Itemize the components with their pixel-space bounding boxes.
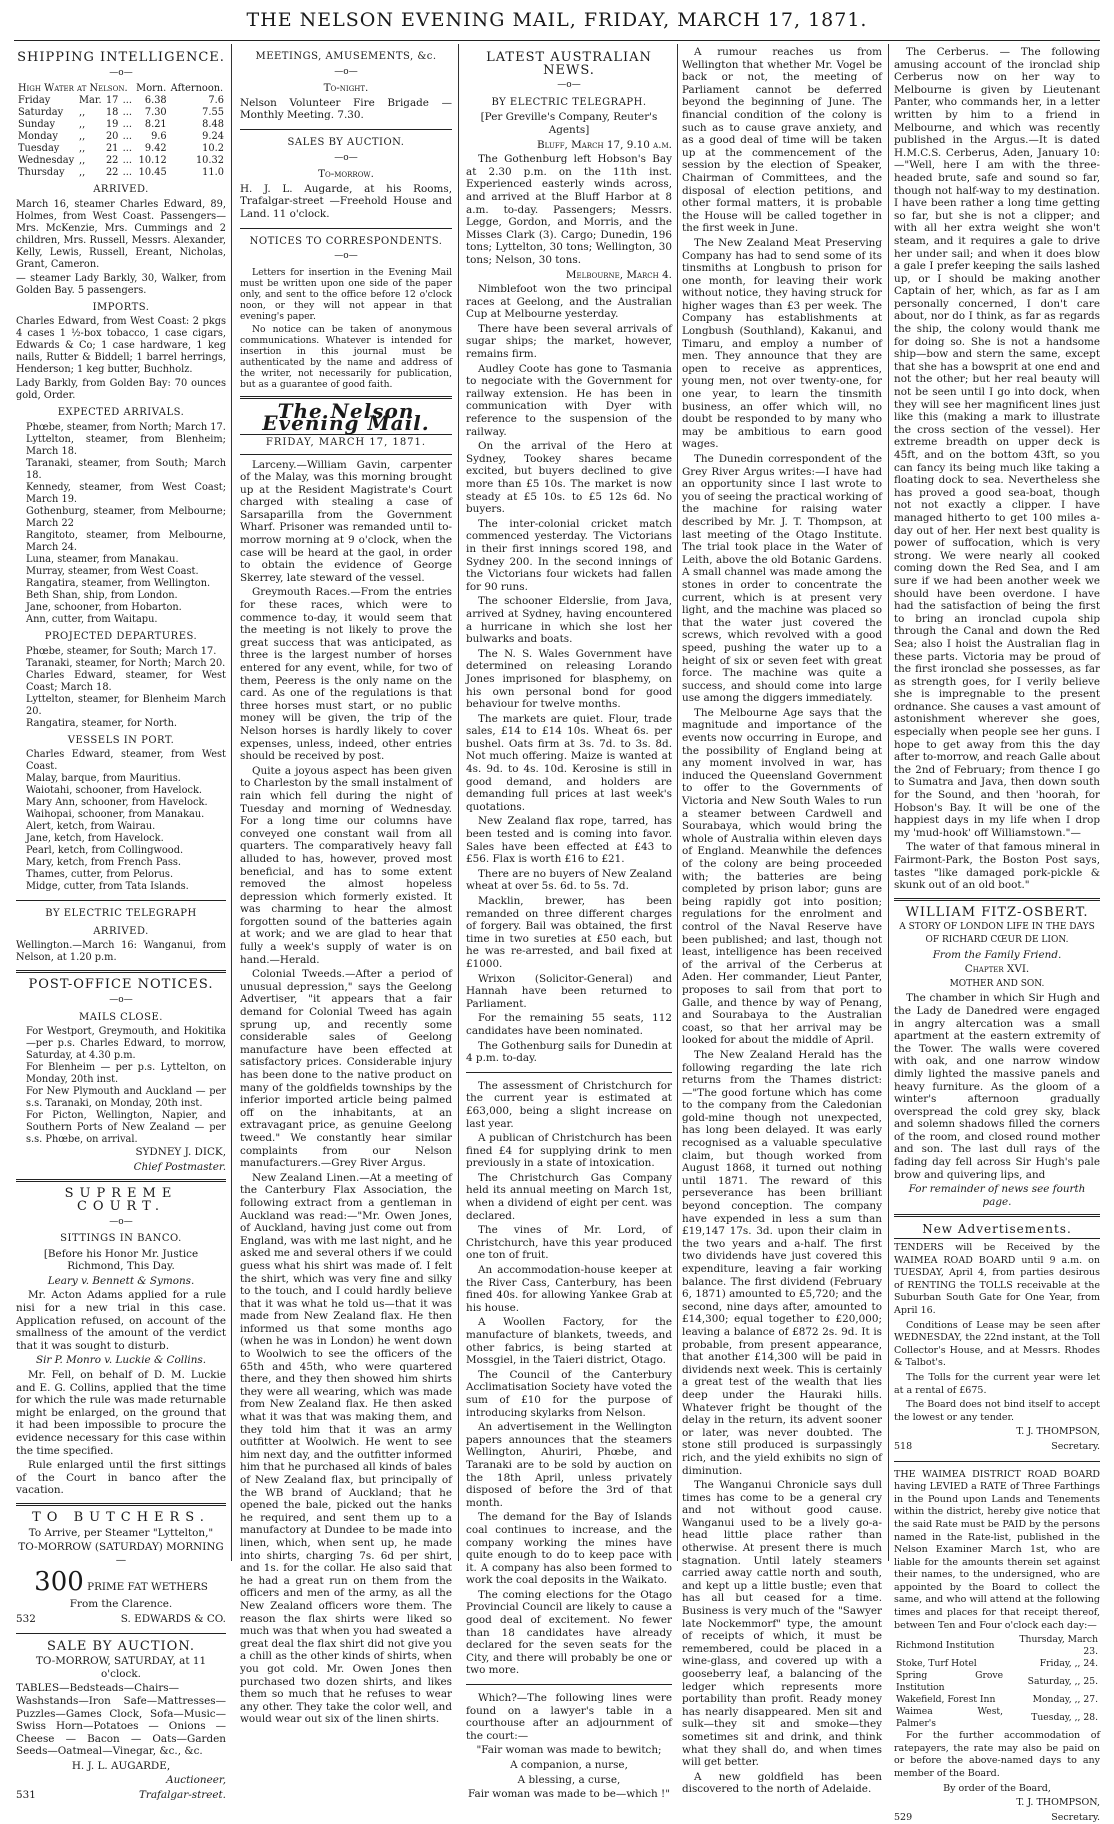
divider xyxy=(16,970,226,973)
paragraph: The Gothenburg left Hobson's Bay at 2.30 p.m. on the 11th inst. Experienced easterly winds across, and arrived at the Bluff Harbor at 8 a.m. to-day. Passengers; Messrs. Legge, Gordon, and Morris, and the Misses Clark (3). Cargo; Dunedin, 196 tons; Lyttelton, 30 tons; Wellington, 30 tons; Nelson, 30 tons. xyxy=(466,153,672,266)
paragraph: Mr. Acton Adams applied for a rule nisi for a new trial in this case. Application refused, on account of the smallness of the amount of the verdict that it was sought to disturb. xyxy=(16,1289,226,1352)
column-2 xyxy=(240,46,452,1726)
ad-number: 529 xyxy=(894,1811,913,1823)
import-entry: Lady Barkly, from Golden Bay: 70 ounces gold, Order. xyxy=(16,378,226,402)
list-item: Waiotahi, schooner, from Havelock. xyxy=(26,785,202,797)
post-title: POST-OFFICE NOTICES. xyxy=(28,977,214,993)
arrived-heading: ARRIVED. xyxy=(93,184,149,196)
ad-number: 518 xyxy=(894,1440,913,1452)
column-rule xyxy=(458,44,459,1561)
sales-heading: SALES BY AUCTION. xyxy=(287,136,405,148)
new-ads-heading: New Advertisements. xyxy=(922,1222,1072,1237)
list-item: Mary Ann, schooner, from Havelock. xyxy=(26,797,208,809)
paragraph: There are no buyers of New Zealand wheat at over 5s. 6d. to 5s. 7d. xyxy=(466,867,672,893)
paragraph: Macklin, brewer, has been remanded on three different charges of forgery. Bail was obtained, the first time in two sureties at £50 each, but he was re-arrested, and bail fixed at £1000. xyxy=(466,895,672,970)
column-rule xyxy=(677,44,678,1561)
dateline: Melbourne, March 4. xyxy=(565,268,672,281)
ad-body: The Board does not bind itself to accept the lowest or any tender. xyxy=(894,1399,1100,1423)
chapter-subtitle: MOTHER AND SON. xyxy=(949,978,1045,989)
divider xyxy=(16,1633,226,1634)
paragraph: An accommodation-house keeper at the River Cass, Canterbury, has been fined 40s. for allowing Yankee Grab at his house. xyxy=(466,1264,672,1314)
mail-entry: For Blenheim — per p.s. Lyttelton, on Monday, 20th inst. xyxy=(26,1062,226,1086)
paragraph: New Zealand Linen.—At a meeting of the Canterbury Flax Association, the following extract from a gentleman in Auckland was read:—"Mr. Owen Jones, of Auckland, having just come out from England, was with me last night, and he asked me and several others if we could guess what his shirt was made of. I felt the shirt, which was very fine and silky to the touch, and I could hardly believe that it was what he told us—that it was made from New Zealand flax. He then informed us that some months ago (when he was in London) he went down to Woolwich to see the officers of the 65th and 45th, who were quartered there, and they then showed him shirts they were all wearing, which was made from New Zealand flax. He then asked what it was that was making them, and they told him that it was an army outfitter at Woolwich. He went to see him next day, and the outfitter informed him that he purchased all kinds of bales of New Zealand flax, but principally of the WB brand of Auckland; that he opened the bale, picked out the hanks he required, and sent them up to a manufactory at Dundee to be made into linen, which, when sent up, he made into shirts, charging 7s. 6d per shirt, and 1s. for the collar. He also said that he had a great run on them from the officers and men of the army, as all the New Zealand officers wore them. The reason the flax shirts were liked so much was that when you had sweated a great deal the flax shirt did not give you a chill as the other kinds of shirts, when you got cold. Mr. Owen Jones then purchased two dozen shirts, and likes them so much that he refuses to wear any other. They take the color well, and would wear out six of the linen shirts. xyxy=(240,1171,452,1726)
verse-line: A companion, a nurse, xyxy=(510,1759,628,1771)
signature: SYDNEY J. DICK, xyxy=(135,1146,226,1159)
paragraph: Which?—The following lines were found on a lawyer's table in a courthouse after an adjournment of the court:— xyxy=(466,1692,672,1742)
court-title: SUPREME COURT. xyxy=(64,1186,178,1214)
divider xyxy=(466,1684,672,1685)
paragraph: On the arrival of the Hero at Sydney, Tookey shares became excited, but buyers declined to give more than £5 10s. The market is now steady at £5 10s. to £5 12s 6d. No buyers. xyxy=(466,440,672,516)
tide-row: Tuesday ,, 21 ... 9.42 10.2 xyxy=(18,143,224,155)
list-item: Phœbe, steamer, for South; March 17. xyxy=(26,645,217,657)
list-item: Phœbe, steamer, from North; March 17. xyxy=(26,421,226,433)
list-item: Murray, steamer, from West Coast. xyxy=(26,565,199,577)
case-title: Sir P. Monro v. Luckie & Collins. xyxy=(35,1354,207,1367)
list-item: Rangatira, steamer, from Wellington. xyxy=(26,577,211,589)
ad-body: The Tolls for the current year were let at a rental of £675. xyxy=(894,1371,1100,1396)
telegraph-heading: BY ELECTRIC TELEGRAPH xyxy=(45,908,197,920)
tide-header: Morn. xyxy=(136,83,167,95)
list-item: Charles Edward, steamer, from West Coast. xyxy=(26,749,226,773)
ad-number: 531 xyxy=(16,1789,36,1802)
issue-date: FRIDAY, MARCH 17, 1871. xyxy=(265,436,427,448)
list-item: Taranaki, steamer, from South; March 18. xyxy=(26,457,226,481)
paragraph: The assessment of Christchurch for the current year is estimated at £63,000, being a slight increase on last year. xyxy=(466,1079,672,1130)
continuation-note: For remainder of news see fourth page. xyxy=(908,1183,1086,1208)
divider xyxy=(894,1461,1100,1462)
paragraph: Nimblefoot won the two principal races at Geelong, and the Australian Cup at Melbourne yesterday. xyxy=(466,283,672,321)
shipping-title: SHIPPING INTELLIGENCE. xyxy=(17,50,225,65)
ad-body: For the further accommodation of ratepayers, the rate may also be paid on or before the above-named days to any member of the Board. xyxy=(894,1730,1100,1780)
arrival-entry: March 16, steamer Charles Edward, 89, Holmes, from West Coast. Passengers—Mrs. McKenzie, Mrs. Cummings and 2 children, Mrs. Russell, Messrs. Alexander, Kelly, Lewis, Russell, Ereant, Nicholas, Grant, Cameron. xyxy=(16,198,226,270)
verse-line: "Fair woman was made to bewitch; xyxy=(476,1744,662,1757)
paragraph: The Christchurch Gas Company held its annual meeting on March 1st, when a dividend of eight per cent. was declared. xyxy=(466,1171,672,1222)
signature-role: Secretary. xyxy=(1051,1811,1100,1823)
subheading: To-night. xyxy=(323,82,369,95)
subheading: To-morrow. xyxy=(318,168,374,181)
signature: T. J. THOMPSON, xyxy=(1016,1426,1100,1438)
ad-line: By order of the Board, xyxy=(943,1782,1051,1794)
divider xyxy=(894,898,1100,901)
ad-line: TO-MORROW (SATURDAY) MORNING— xyxy=(18,1541,224,1566)
paragraph: The Wanganui Chronicle says dull times has come to be a general cry and not without good cause. Wanganui used to be a lively go-a-head little place rather than otherwise. At present there is much stagnation. Until lately steamers carried away cattle north and south, and kept up a little bustle; even that has all but ceased for a time. Business is very much of the "Sawyer late Nockemmorf" type, the amount of receipts of which, it must be remembered, could be placed in a wine-glass, and covered up with a gooseberry leaf, a balancing of the ledger which represents more portability than profit. Ready money has nearly disappeared. Men sit and sulk—they sit and smoke—they sometimes sit and drink, and think what they shall do, and when times will get better. xyxy=(682,1479,882,1769)
paragraph: The New Zealand Herald has the following regarding the late rich returns from the Thames district:—"The good fortune which has come to the company from the Caledonian gold-mine though not unexpected, has long been delayed. It was early recognised as a valuable speculative claim, but though worked from August 1868, it turned out nothing until 1871. The reward of this perseverance has been brilliant beyond conception. The company have expended in less a sum than £19,147 17s. 3d. upon their claim in the two years and a-half. The first two dividends have just covered this expenditure, leaving a fair working balance. The first dividend (February 6, 1871) amounted to £5,720; and the second, nine days after, amounted to £14,300; equal together to £20,000; leaving a balance of £872 2s. 9d. It is probable, from present appearance, that another £14,300 will be paid in dividends next week. This is certainly a great test of the wealth that lies deep under the Hauraki hills. Whatever fright be thought of the delay in the return, its advent sooner or later, was never doubted. The stone still produced is surpassingly rich, and the yield exhibits no sign of diminution. xyxy=(682,1048,882,1477)
table-row: Spring Grove Institution Saturday, ,, 25. xyxy=(896,1670,1098,1694)
signature-role: Auctioneer, xyxy=(166,1774,226,1787)
vessels-heading: VESSELS IN PORT. xyxy=(67,734,175,746)
ad-body: TENDERS will be Received by the WAIMEA ROAD BOARD until 9 a.m. on TUESDAY, April 4, from parties desirous of RENTING the TOLLS receivable at the Suburban South Gate for One Year, from April 16. xyxy=(894,1242,1100,1316)
paragraph: The New Zealand Meat Preserving Company has had to send some of its tinsmiths at Longbush to prison for one month, for leaving their work without notice, they having struck for higher wages than £3 per week. The Company has establishments at Longbush (Southland), Kakanui, and Timaru, and employ a number of men. They announce that they are open to receive as apprentices, young men, not over twenty-one, for one year, to learn the tinsmith business, an offer which will, no doubt be responded to by many who may be ambitious to earn good wages. xyxy=(682,236,882,451)
tide-row: Thursday ,, 22 ... 10.45 11.0 xyxy=(18,167,224,179)
paragraph: The inter-colonial cricket match commenced yesterday. The Victorians in their first innings scored 198, and Sydney 200. In the second innings of the Victorians four wickets had fallen for 90 runs. xyxy=(466,517,672,593)
expected-heading: EXPECTED ARRIVALS. xyxy=(57,407,185,419)
paragraph: Wrixon (Solicitor-General) and Hannah have been returned to Parliament. xyxy=(466,972,672,1010)
court-sub: SITTINGS IN BANCO. xyxy=(60,1233,182,1245)
column-1 xyxy=(16,46,226,1802)
ad-number: 532 xyxy=(16,1612,36,1625)
paragraph: Quite a joyous aspect has been given to Charleston by the small instalment of rain which fell during the night of Tuesday and morning of Wednesday. For a long time our columns have conveyed one constant wail from all quarters. The comparatively heavy fall alluded to has, however, proved most beneficial, and has to some extent removed the almost hopeless depression which formerly existed. It was charming to hear the almost forgotten sound of the batteries again at work; and we are glad to hear that fully a week's supply of water is on hand.—Herald. xyxy=(240,764,452,966)
list-item: Kennedy, steamer, from West Coast; March 19. xyxy=(26,481,226,505)
paragraph: Colonial Tweeds.—After a period of unusual depression," says the Geelong Advertiser, "it appears that a fair demand for Colonial Tweed has again sprung up, and recently some considerable sales of Geelong manufacture have been effected at satisfactory prices. Considerable injury has been done to the native product on many of the goldfields townships by the inferior imported article being palmed off on the inhabitants, at an extravagant price, as genuine Geelong tweed." We constantly hear similar complaints from our Nelson manufacturers.—Grey River Argus. xyxy=(240,968,452,1170)
signature-role: Trafalgar-street. xyxy=(138,1789,226,1802)
verse-line: A blessing, a curse, xyxy=(517,1773,621,1786)
telegraph-sub: ARRIVED. xyxy=(93,925,149,937)
signature: S. EDWARDS & CO. xyxy=(120,1612,226,1625)
column-5 xyxy=(894,46,1100,1823)
story-title: WILLIAM FITZ-OSBERT. xyxy=(905,904,1089,920)
divider xyxy=(16,900,226,901)
sale-title: SALE BY AUCTION. xyxy=(46,1638,196,1654)
paragraph: Nelson Volunteer Fire Brigade — Monthly Meeting. 7.30. xyxy=(240,96,452,122)
paragraph: An advertisement in the Wellington papers announces that the steamers Wellington, Ahuriri, Phœbe, and Taranaki are to be sold by auction on the 18th April, unless privately disposed of before the 3rd of that month. xyxy=(466,1421,672,1509)
list-item: Gothenburg, steamer, from Melbourne; March 22 xyxy=(26,505,226,529)
ad-footer xyxy=(16,1613,226,1626)
paragraph: For the remaining 55 seats, 112 candidates have been nominated. xyxy=(466,1012,672,1037)
mail-entry: For Picton, Wellington, Napier, and Southern Ports of New Zealand — per s.s. Phœbe, on arrival. xyxy=(26,1110,226,1146)
divider xyxy=(466,1072,672,1073)
column-rule xyxy=(888,44,889,1561)
ornament: —o— xyxy=(334,152,358,163)
table-row: Stoke, Turf Hotel Friday, ,, 24. xyxy=(896,1658,1098,1670)
telegraph-sub: BY ELECTRIC TELEGRAPH. xyxy=(491,96,647,108)
list-item: Pearl, ketch, from Collingwood. xyxy=(26,845,184,857)
australian-news-title: LATEST AUSTRALIAN NEWS. xyxy=(486,50,652,78)
list-item: Rangatira, steamer, for North. xyxy=(26,717,178,729)
paragraph: A publican of Christchurch has been fined £4 for supplying drink to men previously in a state of intoxication. xyxy=(466,1132,672,1170)
meetings-heading: MEETINGS, AMUSEMENTS, &c. xyxy=(255,51,437,62)
paragraph: The Melbourne Age says that the magnitude and importance of the events now occurring in Europe, and the possibility of England being at any moment involved in war, has induced the Queensland Government to offer to the Governments of Victoria and New South Wales to run a steamer between Cardwell and Sourabaya, which would bring the whole of Australia within eleven days of England. Meanwhile the defences of the colony are being proceeded with; the batteries are being completed by prison labor; guns are being rapidly got into position; regulations for the enrolment and control of the Naval Reserve have been published; and last, though not least, intelligence has been received of the arrival of the Cerberus at Aden. Her commander, Lieut Panter, proposes to sail from that port to Galle, and thence by way of Penang, and Sourabaya to the Australian coast, so that her arrival may be looked for about the middle of April. xyxy=(682,706,882,1047)
story-source: From the Family Friend. xyxy=(932,948,1062,961)
verse-line: Fair woman was made to be—which !" xyxy=(468,1788,670,1801)
paragraph: The coming elections for the Otago Provincial Council are likely to cause a good deal of excitement. No fewer than 18 candidates have already declared for the seven seats for the City, and there will probably be one or two more. xyxy=(466,1588,672,1677)
ornament: —o— xyxy=(109,1216,133,1227)
column-rule xyxy=(231,44,232,1561)
ad-line xyxy=(16,1568,226,1596)
paragraph: New Zealand flax rope, tarred, has been tested and is coming into favor. Sales have been effected at £43 to £56. Flax is worth £16 to £21. xyxy=(466,815,672,866)
divider xyxy=(16,1179,226,1182)
list-item: Luna, steamer, from Manakau. xyxy=(26,553,179,565)
ornament: —o— xyxy=(334,66,358,77)
paragraph: The vines of Mr. Lord, of Christchurch, have this year produced one ton of fruit. xyxy=(466,1224,672,1262)
paragraph: The Gothenburg sails for Dunedin at 4 p.m. to-day. xyxy=(466,1039,672,1065)
table-row: Waimea West, Palmer's Tuesday, ,, 28. xyxy=(896,1706,1098,1730)
list-item: Waihopai, schooner, from Manakau. xyxy=(26,809,205,821)
signature: H. J. L. AUGARDE, xyxy=(71,1759,171,1772)
court-before: [Before his Honor Mr. Justice Richmond, This Day. xyxy=(43,1247,199,1273)
divider xyxy=(240,454,452,455)
story-subtitle: A STORY OF LONDON LIFE IN THE DAYS OF RICHARD CŒUR DE LION. xyxy=(899,922,1095,945)
list-item: Lyttelton, steamer, from Blenheim; March 18. xyxy=(26,433,226,457)
list-item: Midge, cutter, from Tata Islands. xyxy=(26,881,189,893)
paragraph: Greymouth Races.—From the entries for these races, which were to commence to-day, it would seem that the meeting is not likely to prove the great success that was anticipated, as three is the largest number of horses entered for any event, while, for two of them, Peeress is the only name on the card. As one of the regulations is that three horses must start, or no public money will be given, the trip of the Nelson horses is hardly likely to cover expenses, unless, indeed, other entries should be received by post. xyxy=(240,586,452,763)
collection-schedule xyxy=(894,1634,1100,1730)
column-3 xyxy=(466,46,672,1801)
mail-entry: For New Plymouth and Auckland — per s.s. Taranaki, on Monday, 20th inst. xyxy=(26,1086,226,1110)
notices-heading: NOTICES TO CORRESPONDENTS. xyxy=(249,235,443,247)
ad-footer xyxy=(16,1789,226,1802)
paragraph: A Woollen Factory, for the manufacture of blankets, tweeds, and other fabrics, is being started at Mossgiel, in the Taieri district, Otago. xyxy=(466,1316,672,1367)
mails-close-heading: MAILS CLOSE. xyxy=(79,1011,163,1023)
chapter-title: Chapter XVI. xyxy=(964,963,1030,976)
paragraph: Mr. Fell, on behalf of D. M. Luckie and E. G. Collins, applied that the time for which the rule was made returnable might be enlarged, on the ground that it had been impossible to procure the evidence necessary for this case within the time specified. xyxy=(16,1369,226,1457)
list-item: Ann, cutter, from Waitapu. xyxy=(26,613,158,625)
rate-ad xyxy=(894,1469,1100,1824)
tender-ad xyxy=(894,1238,1100,1454)
signature-role: Chief Postmaster. xyxy=(133,1160,226,1173)
tide-row: Wednesday ,, 22 ... 10.12 10.32 xyxy=(18,155,224,167)
top-rule xyxy=(14,40,1100,41)
divider xyxy=(894,1214,1100,1217)
butchers-title: TO BUTCHERS. xyxy=(32,1509,210,1525)
list-item: Taranaki, steamer, for North; March 20. xyxy=(26,657,226,669)
paragraph: The demand for the Bay of Islands coal continues to increase, and the company working the mines have quite enough to do to keep pace with it. A company has also been formed to work the coal deposits in the Waikato. xyxy=(466,1511,672,1587)
paragraph: H. J. L. Augarde, at his Rooms, Trafalgar-street —Freehold House and Land. 11 o'clock. xyxy=(240,182,452,220)
paragraph: Letters for insertion in the Evening Mail must be written upon one side of the paper only, and sent to the office before 12 o'clock noon, or they will not appear in that evening's paper. xyxy=(240,266,452,322)
list-item: Alert, ketch, from Wairau. xyxy=(26,821,156,833)
paragraph: The markets are quiet. Flour, trade sales, £14 to £14 10s. Wheat 6s. per bushel. Oats firm at 3s. 7d. to 3s. 8d. Not much offering. Maize is wanted at 4s. 9d. to 4s. 10d. Kerosine is still in good demand, and holders are demanding full prices at last week's quotations. xyxy=(466,712,672,813)
signature: T. J. THOMPSON, xyxy=(1016,1797,1100,1809)
list-item: Jane, schooner, from Hobarton. xyxy=(26,601,182,613)
agency: [Per Greville's Company, Reuter's Agents] xyxy=(480,111,658,136)
list-item: Beth Shan, ship, from London. xyxy=(26,589,178,601)
tide-table xyxy=(16,83,226,179)
case-title: Leary v. Bennett & Symons. xyxy=(47,1274,195,1287)
paragraph: The Cerberus. — The following amusing account of the ironclad ship Cerberus now on her way to Melbourne is given by Lieutenant Panter, who commands her, in a letter written by him to a friend in Melbourne, and which was recently published in the Argus.—It is dated H.M.C.S. Cerberus, Aden, January 10:—"Well, here I am with the three-headed brute, safe and sound so far, though not half-way to my destination. I have been rather a long time getting so far, but she is not a clipper; and with all her extra weight she won't steam, and it requires a gale to drive her under sail; and when it does blow a gale I prefer keeping the sails lashed up, or I should be making another Captain of her, which, as far as I am personally concerned, I don't care about, nor do I think, as far as regards the ship, the colony would thank me for doing so. She is not a handsome ship—bow and stern the same, except that she has a bowsprit at one end and not the other; but her real beauty will not be seen until I go into dock, when they will see her magnificent lines just like this (making a mark to illustrate the cross section of the vessel). Her extreme breadth on upper deck is 45ft, and on the bottom 43ft, so you can fancy its being much like taking a floating dock to sea. Nevertheless she has proved a good sea-boat, though not not exactly a clipper. I have managed hitherto to get 100 miles a-day out of her. Her next best quality is power of suffocation, which is very strong. We were nearly all cooked coming down the Red Sea, and I am sure if we had been another week we should have been overdone. I have had the satisfaction of being the first to bring an ironclad cupola ship through the Canal and down the Red Sea; also I hoist the Australian flag in these parts. Victoria may be proud of the first ironclad she possesses, as far as strength goes, for I verily believe she is impregnable to the present ordnance. She causes a vast amount of astonishment wherever she goes, especially when people see her guns. I hope to get away from this the day after to-morrow, and reach Galle about the 2nd of February; from thence I go to Sumatra and Java, then down south for the Sound, and then 'hoorah, for Hobson's Bay. It will be one of the happiest days in my life when I drop my 'mud-hook' off Williamstown."— xyxy=(894,46,1100,839)
telegraph-entry: Wellington.—March 16: Wanganui, from Nelson, at 1.20 p.m. xyxy=(16,940,226,964)
ad-footer xyxy=(894,1441,1100,1454)
divider xyxy=(240,228,452,229)
ad-body: Conditions of Lease may be seen after WEDNESDAY, the 22nd instant, at the Toll Collector's House, and at Messrs. Rhodes & Talbot's. xyxy=(894,1319,1100,1369)
import-entry: Charles Edward, from West Coast: 2 pkgs 4 cases 1 ½-box tobacco, 1 case cigars, Edwards & Co; 1 case hardware, 1 keg nails, Rutter & Biddell; 1 barrel herrings, Henderson; 1 keg butter, Buchholz. xyxy=(16,316,226,376)
paragraph: A rumour reaches us from Wellington that whether Mr. Vogel be back or not, the meeting of Parliament cannot be deferred beyond the beginning of June. The financial condition of the colony is such as to cause grave anxiety, and as a good deal of time will be taken up at the commencement of the session by the election of Speaker, Chairman of Committees, and the disposal of election petitions, and other formal matters, it is probable the House will be called together in the first week in June. xyxy=(682,46,882,235)
ad-line: TO-MORROW, SATURDAY, at 11 o'clock. xyxy=(35,1655,207,1680)
paragraph: Rule enlarged until the first sittings of the Court in banco after the vacation. xyxy=(16,1459,226,1497)
paragraph: The chamber in which Sir Hugh and the Lady de Danedred were engaged in angry altercation was a small apartment at the eastern extremity of the Tower. The walls were covered with oak, and one narrow window dimly lighted the massive panels and heavy furniture. As the gloom of a winter's afternoon gradually overspread the cold grey sky, black and solemn shadows filled the corners of the room, and closed round mother and son. The last dull rays of the fading day fell across Sir Hugh's pale brow and quivering lips, and xyxy=(894,992,1100,1181)
paragraph: There have been several arrivals of sugar ships; the market, however, remains firm. xyxy=(466,322,672,361)
ad-line: From the Clarence. xyxy=(69,1598,173,1611)
list-item: Lyttelton, steamer, for Blenheim March 20. xyxy=(26,693,226,717)
paragraph: The schooner Elderslie, from Java, arrived at Sydney, having encountered a hurricane in which she lost her bulwarks and boats. xyxy=(466,595,672,646)
ad-footer xyxy=(894,1812,1100,1824)
ornament: —o— xyxy=(334,251,358,262)
signature-role: Secretary. xyxy=(1051,1440,1100,1452)
list-item: Malay, barque, from Mauritius. xyxy=(26,773,181,785)
paragraph: The water of that famous mineral in Fairmont-Park, the Boston Post says, tastes "like damaged pork-pickle & skunk out of an old boot." xyxy=(894,841,1100,892)
ornament: —o— xyxy=(109,67,133,78)
list-item: Rangitoto, steamer, from Melbourne, March 24. xyxy=(26,529,226,553)
ad-line: PRIME FAT WETHERS xyxy=(87,1581,208,1594)
arrival-entry: — steamer Lady Barkly, 30, Walker, from Golden Bay. 5 passengers. xyxy=(16,272,226,296)
ad-number: 300 xyxy=(34,1567,84,1598)
list-item: Thames, cutter, from Pelorus. xyxy=(26,869,174,881)
ornament: —o— xyxy=(109,994,133,1005)
tide-row: Sunday ,, 19 ... 8.21 8.48 xyxy=(18,119,224,131)
table-row: Wakefield, Forest Inn Monday, ,, 27. xyxy=(896,1694,1098,1706)
imports-heading: IMPORTS. xyxy=(92,301,150,313)
table-row: Richmond Institution Thursday, March 23. xyxy=(896,1634,1098,1658)
projected-heading: PROJECTED DEPARTURES. xyxy=(44,630,198,642)
paragraph: Audley Coote has gone to Tasmania to negociate with the Government for railway extension. He has been in communication with Dyer with reference to the suspension of the railway. xyxy=(466,362,672,438)
ornament: —o— xyxy=(557,80,581,91)
tide-header: High Water at Nelson. xyxy=(18,83,128,95)
ad-body: THE WAIMEA DISTRICT ROAD BOARD having LEVIED a RATE of Three Farthings in the Pound upon Lands and Tenements within the district, hereby give notice that the said Rate must be PAID by the persons named in the Rate-list, published in the Nelson Examiner March 1st, who are liable for the amounts therein set against their names, to the undersigned, who are appointed by the Board to collect the same, and who will attend at the following times and places for that receipt thereof, between Ten and Four o'clock each day:— xyxy=(894,1468,1100,1631)
paragraph: The Council of the Canterbury Acclimatisation Society have voted the sum of £10 for the purpose of introducing skylarks from Nelson. xyxy=(466,1368,672,1419)
tide-row: Saturday ,, 18 ... 7.30 7.55 xyxy=(18,107,224,119)
ad-body: TABLES—Bedsteads—Chairs—Washstands—Iron Safe—Mattresses—Puzzles—Games Clock, Sofa—Music—Swiss Horn—Potatoes — Onions — Cheese — Bacon — Oats—Garden Seeds—Oatmeal—Vinegar, &c., &c. xyxy=(16,1682,226,1758)
dateline: Bluff, March 17, 9.10 a.m. xyxy=(537,138,672,151)
mail-entry: For Westport, Greymouth, and Hokitika—per p.s. Charles Edward, to morrow, Saturday, at 4.30 p.m. xyxy=(26,1026,226,1062)
tide-row: Monday ,, 20 ... 9.6 9.24 xyxy=(18,131,224,143)
paragraph: Larceny.—William Gavin, carpenter of the Malay, was this morning brought up at the Resident Magistrate's Court charged with stealing a case of Sarsaparilla from the Government Wharf. Prisoner was remanded until to-morrow morning at 9 o'clock, when the case will be heard at the gaol, in order to obtain the evidence of George Skerrey, late steward of the vessel. xyxy=(240,458,452,584)
divider xyxy=(240,129,452,130)
list-item: Mary, ketch, from French Pass. xyxy=(26,857,181,869)
paragraph: The Dunedin correspondent of the Grey River Argus writes:—I have had an opportunity since I last wrote to you of seeing the practical working of the machine for raising water described by Mr. J. T. Thompson, at last meeting of the Otago Institute. The trial took place in the Water of Leith, above the old Botanic Gardens. A small channel was made among the stones in order to concentrate the current, which is at present very light, and the machine was placed so that the water just covered the screws, which revolved with a good speed, pushing the water up to a height of six or seven feet with great force. The machine was quite a success, and should come into large use among the diggers immediately. xyxy=(682,453,882,705)
divider xyxy=(16,1503,226,1506)
paragraph: No notice can be taken of anonymous communications. Whatever is intended for insertion in this journal must be authenticated by the name and address of the writer, not necessarily for publication, but as a guarantee of good faith. xyxy=(240,323,452,390)
paper-title: The Nelson Evening Mail. xyxy=(262,398,430,436)
tide-header: Afternoon. xyxy=(170,83,224,95)
list-item: Jane, ketch, from Havelock. xyxy=(26,833,164,845)
paragraph: A new goldfield has been discovered to the north of Adelaide. xyxy=(682,1770,882,1796)
list-item: Charles Edward, steamer, for West Coast; March 18. xyxy=(26,669,226,693)
column-4 xyxy=(682,46,882,1796)
paragraph: The N. S. Wales Government have determined on releasing Lorando Jones imprisoned for blasphemy, on his own personal bond for good behaviour for twelve months. xyxy=(466,647,672,711)
tide-row: Friday Mar. 17 ... 6.38 7.6 xyxy=(18,95,224,107)
ad-line: To Arrive, per Steamer "Lyttelton," xyxy=(28,1526,214,1539)
masthead: THE NELSON EVENING MAIL, FRIDAY, MARCH 17, 1871. xyxy=(246,9,868,31)
